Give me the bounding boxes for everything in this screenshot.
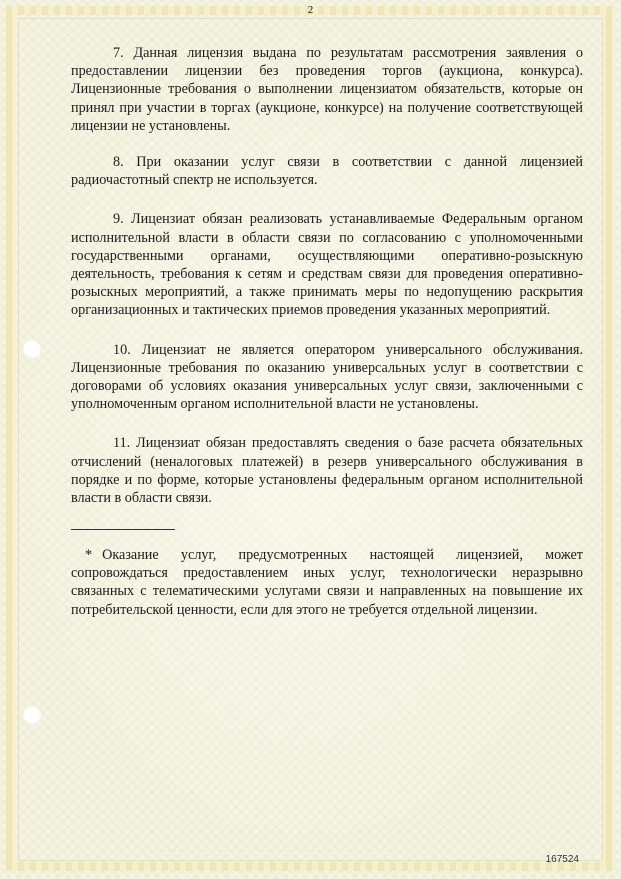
footnote bbox=[71, 546, 583, 619]
security-microtext: · · · · · · · · · · · · · · · · · · · · · · · · · · · · · · · · · · · · · · · · · · · · · · · · · · · · · · · · · · · · · · · · · · · · · · · · · · · · · · · · · · · · · · · · · · · · · · · · · · · · · · · bbox=[148, 848, 399, 853]
paragraph-11: 11. Лицензиат обязан предоставлять сведения о базе расчета обязательных отчислений (неналоговых платежей) в резерв универсального обслуживания в порядке и по форме, которые установлены федеральным органом исполнительной власти в области связи. bbox=[71, 435, 583, 507]
paragraph-8: 8. При оказании услуг связи в соответствии с данной лицензией радиочастотный спектр не используется. bbox=[71, 154, 583, 189]
punch-hole bbox=[23, 340, 41, 358]
license-conditions bbox=[71, 44, 583, 528]
page-number: 2 bbox=[307, 4, 314, 16]
punch-hole bbox=[23, 706, 41, 724]
paragraph-10: 10. Лицензиат не является оператором универсального обслуживания. Лицензионные требования по оказанию универсальных услуг в соответствии с договорами об условиях оказания универсальных услуг связи, заключенными с уполномоченным органом исполнительной власти не установлены. bbox=[71, 341, 583, 413]
paragraph-7: 7. Данная лицензия выдана по результатам рассмотрения заявления о предоставлении лицензии без проведения торгов (аукциона, конкурса). Лицензионные требования о выполнении лицензиатом обязательств, которые он принял при участии в торгах (аукционе, конкурсе) на получение соответствующей лицензии не установлены. bbox=[71, 45, 583, 134]
footnote-text: Оказание услуг, предусмотренных настоящей лицензией, может сопровождаться предоставлением иных услуг, технологически неразрывно связанных с телематическими услугами связи и направленных на повышение их потребительской ценности, если для этого не требуется отдельной лицензии. bbox=[71, 547, 583, 618]
footnote-mark: * bbox=[85, 547, 93, 563]
footnote-separator bbox=[71, 529, 175, 530]
paragraph-9: 9. Лицензиат обязан реализовать устанавливаемые Федеральным органом исполнительной власти в области связи по согласованию с уполномоченными государственными органами, осуществляющими оперативно-розыскную деятельность, требования к сетям и средствам связи для проведения оперативно-розыскных мероприятий, а также принимать меры по недопущению раскрытия организационных и тактических приемов проведения указанных мероприятий. bbox=[71, 211, 583, 319]
serial-number: 167524 bbox=[545, 854, 579, 865]
